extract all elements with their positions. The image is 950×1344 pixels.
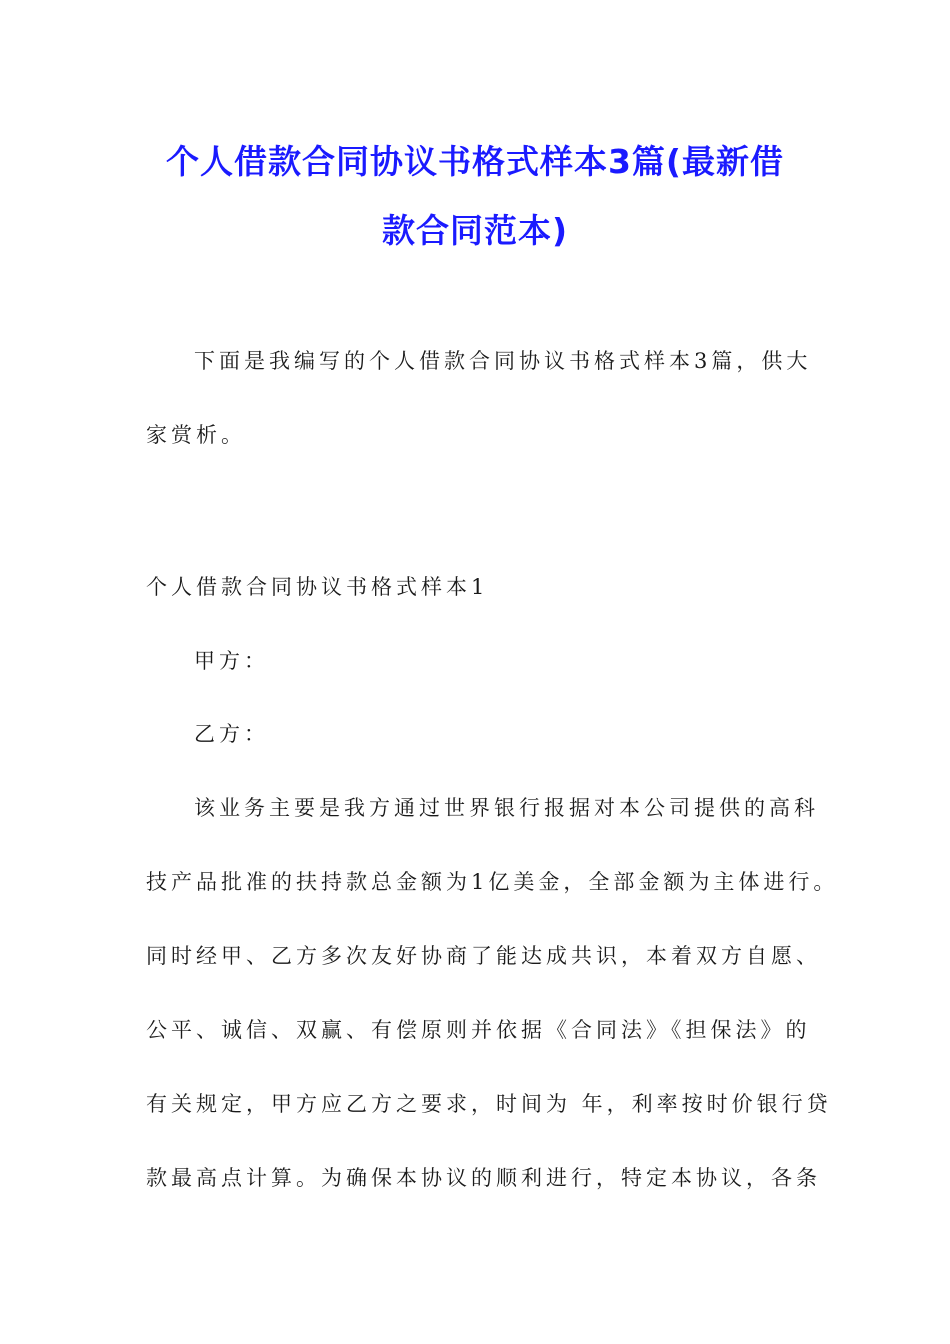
- body-line-3: 同时经甲、乙方多次友好协商了能达成共识，本着双方自愿、: [146, 944, 821, 968]
- body-line-1: 该业务主要是我方通过世界银行报据对本公司提供的高科: [194, 796, 819, 820]
- party-a-label: 甲方：: [194, 649, 269, 673]
- section-heading: 个人借款合同协议书格式样本1: [146, 575, 489, 599]
- intro-line-1: 下面是我编写的个人借款合同协议书格式样本3篇，供大: [194, 349, 812, 373]
- intro-line-2: 家赏析。: [146, 423, 246, 447]
- body-line-5: 有关规定，甲方应乙方之要求，时间为 年，利率按时价银行贷: [146, 1092, 832, 1116]
- document-title-line-2: 款合同范本): [381, 211, 569, 250]
- document-title-line-1: 个人借款合同协议书格式样本3篇(最新借: [165, 142, 785, 181]
- body-line-6: 款最高点计算。为确保本协议的顺利进行，特定本协议，各条: [146, 1166, 821, 1190]
- party-b-label: 乙方：: [194, 722, 269, 746]
- body-line-4: 公平、诚信、双赢、有偿原则并依据《合同法》《担保法》的: [146, 1018, 811, 1042]
- body-line-2: 技产品批准的扶持款总金额为1亿美金，全部金额为主体进行。: [146, 870, 839, 894]
